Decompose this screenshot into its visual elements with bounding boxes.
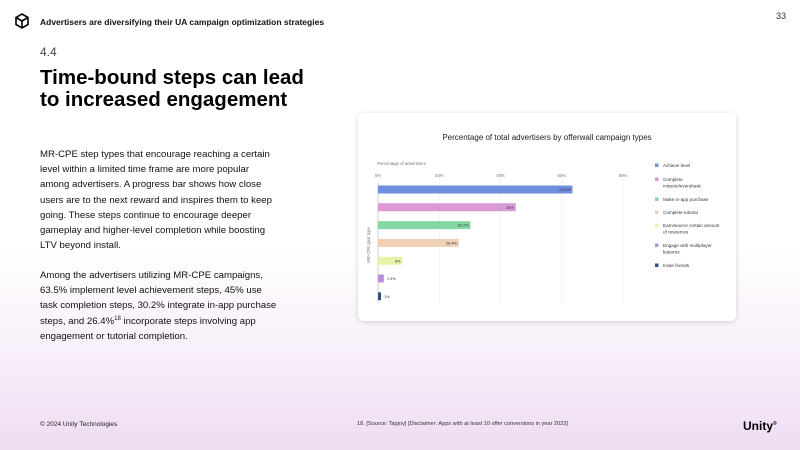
bar-data-label: 8% xyxy=(394,258,401,264)
bar-data-label: 1% xyxy=(384,293,390,299)
body-paragraph-1: MR-CPE step types that encourage reaching a certain level within a limited time frame are more popular among advertisers. A progress bar shows how close users are to the next reward and inspires them to keep going. These steps continue to encourage deeper gameplay and higher-level completion while boosting LTV beyond install. xyxy=(40,149,272,252)
legend-item-1: Achieve level xyxy=(663,163,691,168)
y-axis-label: MR-CPE goal type xyxy=(366,227,371,263)
footnote-ref[interactable]: 18 xyxy=(114,315,121,322)
legend-item-3: Make in-app purchase xyxy=(663,197,709,202)
paragraph-2-text-end: incorporate steps involving app engagement or tutorial completion. xyxy=(40,315,256,342)
legend-swatch xyxy=(655,211,659,215)
paragraph-2-text: Among the advertisers utilizing MR-CPE campaigns, 63.5% implement level achievement steps, 45% use task completion steps, 30.2% integrate in-app purchase steps, and 26.4% xyxy=(40,270,277,327)
x-tick-label: 0% xyxy=(374,173,382,178)
page-number: 33 xyxy=(775,11,786,21)
x-axis-label: Percentage of advertisers xyxy=(377,161,426,166)
bar-data-label: 1.9% xyxy=(386,276,396,282)
legend-item-6: Engage with multiplayer features xyxy=(663,243,712,255)
bar-data-label: 30.2% xyxy=(457,222,469,228)
legend-swatch xyxy=(655,164,659,168)
body-paragraph-2 xyxy=(40,268,280,344)
bar-chart xyxy=(358,113,736,321)
brand-name: Unity xyxy=(743,419,773,433)
copyright: © 2024 Unity Technologies xyxy=(40,421,118,428)
footnote: 18. [Source: Tapjoy] [Disclaimer: Apps with at least 10 offer conversions in year 2023] xyxy=(357,421,568,427)
bar-1 xyxy=(378,186,572,194)
unity-cube-icon xyxy=(14,13,30,29)
legend-item-5: Earn/source certain amount of resources xyxy=(663,223,720,235)
section-number: 4.4 xyxy=(40,45,57,59)
slide-title: Time-bound steps can lead to increased engagement xyxy=(40,66,304,111)
legend-swatch xyxy=(655,244,659,248)
unity-logo xyxy=(743,419,777,433)
legend-swatch xyxy=(655,224,659,228)
legend-item-2: Complete mission/event/task xyxy=(663,177,701,189)
chart-title: Percentage of total advertisers by offerwall campaign types xyxy=(442,133,652,142)
chart-card xyxy=(358,113,736,321)
legend-swatch xyxy=(655,198,659,202)
x-tick-label: 20% xyxy=(434,173,444,178)
bar-6 xyxy=(378,275,384,283)
legend-item-4: Complete tutorial xyxy=(663,210,698,215)
legend-item-7: Invite friends xyxy=(663,263,690,268)
bar-7 xyxy=(378,292,381,300)
bar-data-label: 63.5% xyxy=(559,187,571,193)
x-tick-label: 40% xyxy=(496,173,505,178)
bar-2 xyxy=(378,203,516,211)
bar-data-label: 26.4% xyxy=(445,240,457,246)
bar-data-label: 45% xyxy=(506,204,514,210)
x-tick-label: 60% xyxy=(557,173,567,178)
x-tick-label: 80% xyxy=(618,173,628,178)
header-title: Advertisers are diversifying their UA campaign optimization strategies xyxy=(40,17,325,27)
legend-swatch xyxy=(655,264,659,268)
brand-mark: ® xyxy=(773,421,777,427)
legend-swatch xyxy=(655,178,659,182)
